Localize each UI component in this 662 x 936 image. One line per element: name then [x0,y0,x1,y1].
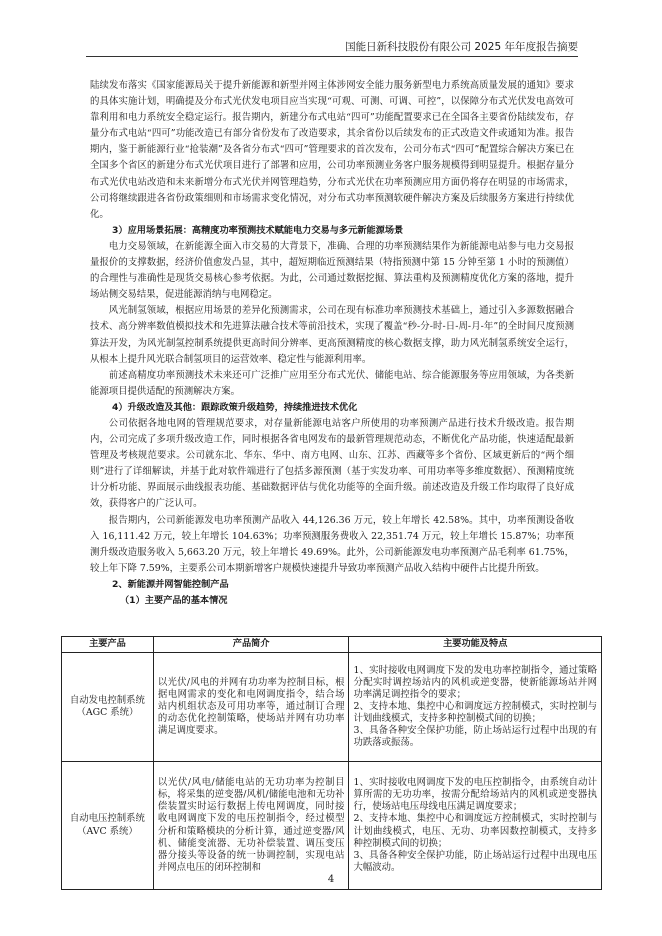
column-header: 主要产品 [62,637,154,653]
feature-item: 3、具备各种安全保护功能，防止场站运行过程中出现电压大幅波动。 [353,849,597,873]
paragraph: 电力交易领域，在新能源全面入市交易的大背景下，准确、合理的功率预测结果作为新能源电站参与电力交易报量报价的支撑数据，经济价值愈发凸显，其中，超短期临近预测结果（特指预测中第 15 分钟至第 1 小时的预测值）的合理性与准确性是现货交易核心参考依据。为此，公司通过数据挖掘、算法重构及预测精度优化方案的落地，提升场站侧交易结果，促进能源消纳与电网稳定。 [90,240,574,301]
product-features [349,762,602,890]
paragraph: 陆续发布落实《国家能源局关于提升新能源和新型并网主体涉网安全能力服务新型电力系统高质量发展的通知》要求的具体实施计划，明确提及分布式光伏发电项目应当实现“可观、可测、可调、可控”，以保障分布式光伏发电高效可靠利用和电力系统安全稳定运行。报告期内，新建分布式电站“四可”功能配置要求已在全国各主要省份陆续发布，存量分布式电站“四可”功能改造已有部分省份发布了改造要求，其余省份以后续发布的正式改造文件或通知为准。报告期内，鉴于新能源行业“抢装潮”及各省分布式“四可”管理要求的首次发布，公司分布式“四可”配置综合解决方案已在全国多个省区的新建分布式光伏项目进行了部署和应用，公司功率预测业务客户服务规模得到明显提升。根据存量分布式光伏电站改造和未来新增分布式光伏并网管理趋势，分布式光伏在功率预测应用方面仍将存在明显的市场需求，公司将继续跟进各省份政策细则和市场需求变化情况，对分布式功率预测软硬件解决方案及后续服务方案进行持续优化。 [90,80,574,220]
table-header-row [62,637,602,653]
feature-item: 3、具备各种安全保护功能，防止场站运行过程中出现的有功跌落或振荡。 [353,725,597,749]
paragraph: 风光制氢领域，根据应用场景的差异化预测需求，公司在现有标准功率预测技术基础上，通过引入多源数据融合技术、高分辨率数值模拟技术和先进算法融合技术等前沿技术，实现了覆盖“秒-分-时-日-周-月-年”的全时间尺度预测算法开发，为风光制氢控制系统提供更高时间分辨率、更高预测精度的核心数据支撑，助力风光制氢系统安全运行，从根本上提升风光联合制氢项目的运营效率、稳定性与能源利用率。 [90,305,574,365]
section-heading: 3）应用场景拓展：高精度功率预测技术赋能电力交易与多元新能源场景 [112,224,404,236]
product-name [62,762,154,890]
report-title: 国能日新科技股份有限公司 2025 年年度报告摘要 [345,41,578,53]
feature-item: 1、实时接收电网调度下发的电压控制指令，由系统自动计算所需的无功功率，按需分配给场站内的风机或逆变器执行，使场站电压母线电压满足调度要求； [353,777,597,813]
product-brief: 以光伏/风电/储能电站的无功功率为控制目标，将采集的逆变器/风机/储能电池和无功补偿装置实时运行数据上传电网调度，同时接收电网调度下发的电压控制指令，经过模型分析和策略模块的分析计算，通过逆变器/风机、储能变流器、无功补偿装置、调压变压器分接头等设备的统一协调控制，实现电站并网点电压的闭环控制和 [153,762,349,890]
paragraph: 报告期内，公司新能源发电功率预测产品收入 44,126.36 万元，较上年增长 42.58%。其中，功率预测设备收入 16,111.42 万元，较上年增长 104.63%；功率预测服务费收入 22,351.74 万元，较上年增长 15.87%；功率预测升级改造服务收入 5,663.20 万元，较上年增长 49.69%。此外，公司新能源发电功率预测产品毛利率 61.75%，较上年下降 7.59%，主要系公司本期新增客户规模快速提升导致功率预测产品收入结构中硬件占比提升所致。 [90,514,574,574]
feature-item: 2、支持本地、集控中心和调度远方控制模式，实时控制与计划曲线模式，电压、无功、功率因数控制模式，支持多种控制模式间的切换； [353,813,597,849]
product-brief: 以光伏/风电的并网有功功率为控制目标，根据电网需求的变化和电网调度指令，结合场站内机组状态及可用功率等，通过制订合理的动态优化控制策略，使场站并网有功功率满足调度要求。 [153,653,349,762]
column-header: 主要功能及特点 [349,637,602,653]
feature-item: 2、支持本地、集控中心和调度远方控制模式，实时控制与计划曲线模式，支持多种控制模式间的切换； [353,700,597,725]
feature-item: 1、实时接收电网调度下发的发电功率控制指令，通过策略分配实时调控场站内的风机或逆变器，使新能源场站并网功率满足调控指令的要求； [353,664,597,700]
paragraph: 前述高精度功率预测技术未来还可广泛推广应用至分布式光伏、储能电站、综合能源服务等应用领域，为各类新能源项目提供适配的预测解决方案。 [90,369,574,397]
column-header: 产品简介 [153,637,349,653]
body-text [90,78,574,609]
section-heading: 2、新能源并网智能控制产品 [112,578,229,590]
table-row [62,653,602,762]
product-name-text: 自动发电控制系统 （AGC 系统） [69,694,145,718]
page-number: 4 [327,874,335,885]
product-name [62,653,154,762]
table-row [62,762,602,890]
product-table [61,636,602,890]
paragraph: 公司依据各地电网的管理规范要求，对存量新能源电站客户所使用的功率预测产品进行技术升级改造。报告期内，公司完成了多项升级改造工作，同时根据各省电网发布的最新管理规范动态，不断优化产品功能，快速适配最新管理及考核规范要求。公司就东北、华东、华中、南方电网、山东、江苏、西藏等多个省份、区域更新后的“两个细则”进行了详细解读，并基于此对软件端进行了包括多源预测（基于实发功率、可用功率等多维度数据）、预测精度统计分析功能、界面展示曲线报表功能、基础数据评估与优化功能等的全面升级。前述改造及升级工作均取得了良好成效，获得客户的广泛认可。 [90,417,574,510]
product-features [349,653,602,762]
page-header [86,40,578,57]
product-name-text: 自动电压控制系统 （AVC 系统） [69,813,145,837]
subsection-heading: （1）主要产品的基本情况 [120,595,228,606]
section-heading: 4）升级改造及其他：跟踪政策升级趋势，持续推进技术优化 [112,401,358,413]
